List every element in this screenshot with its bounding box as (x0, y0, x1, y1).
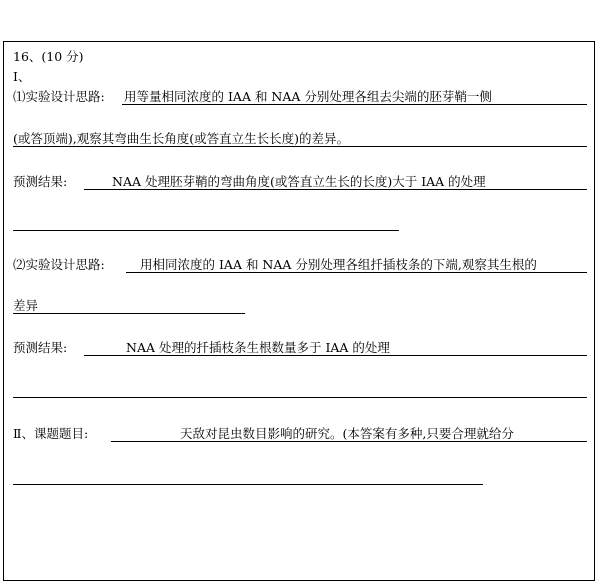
item2-answer-line2: 差异 (13, 298, 39, 313)
item2-prediction-underline (84, 355, 587, 356)
item1-label: ⑴实验设计思路: (13, 89, 105, 104)
item1-underline1 (122, 104, 587, 105)
answer-box (3, 41, 595, 581)
item1-underline2 (13, 146, 587, 147)
item1-answer-line1: 用等量相同浓度的 IAA 和 NAA 分别处理各组去尖端的胚芽鞘一侧 (124, 89, 492, 104)
item1-prediction: NAA 处理胚芽鞘的弯曲角度(或答直立生长的长度)大于 IAA 的处理 (112, 174, 486, 189)
item2-underline2 (13, 313, 245, 314)
question-number: 16、(10 分) (13, 49, 84, 64)
item2-prediction-label: 预测结果: (13, 340, 68, 355)
part-two-answer: 天敌对昆虫数目影响的研究。(本答案有多种,只要合理就给分 (180, 426, 514, 441)
item1-blank-underline (13, 230, 399, 231)
item2-prediction: NAA 处理的扦插枝条生根数量多于 IAA 的处理 (126, 340, 390, 355)
part-two-label: Ⅱ、课题题目: (13, 426, 89, 441)
part-two-blank-underline (13, 484, 483, 485)
item1-prediction-underline (84, 189, 587, 190)
part-one-label: Ⅰ、 (13, 69, 31, 84)
item1-prediction-label: 预测结果: (13, 174, 68, 189)
item2-label: ⑵实验设计思路: (13, 257, 105, 272)
item2-answer-line1: 用相同浓度的 IAA 和 NAA 分别处理各组扦插枝条的下端,观察其生根的 (140, 257, 537, 272)
item2-underline1 (126, 272, 587, 273)
item2-blank-underline (13, 397, 587, 398)
part-two-underline (111, 441, 587, 442)
item1-answer-line2: (或答顶端),观察其弯曲生长角度(或答直立生长长度)的差异。 (13, 131, 349, 146)
